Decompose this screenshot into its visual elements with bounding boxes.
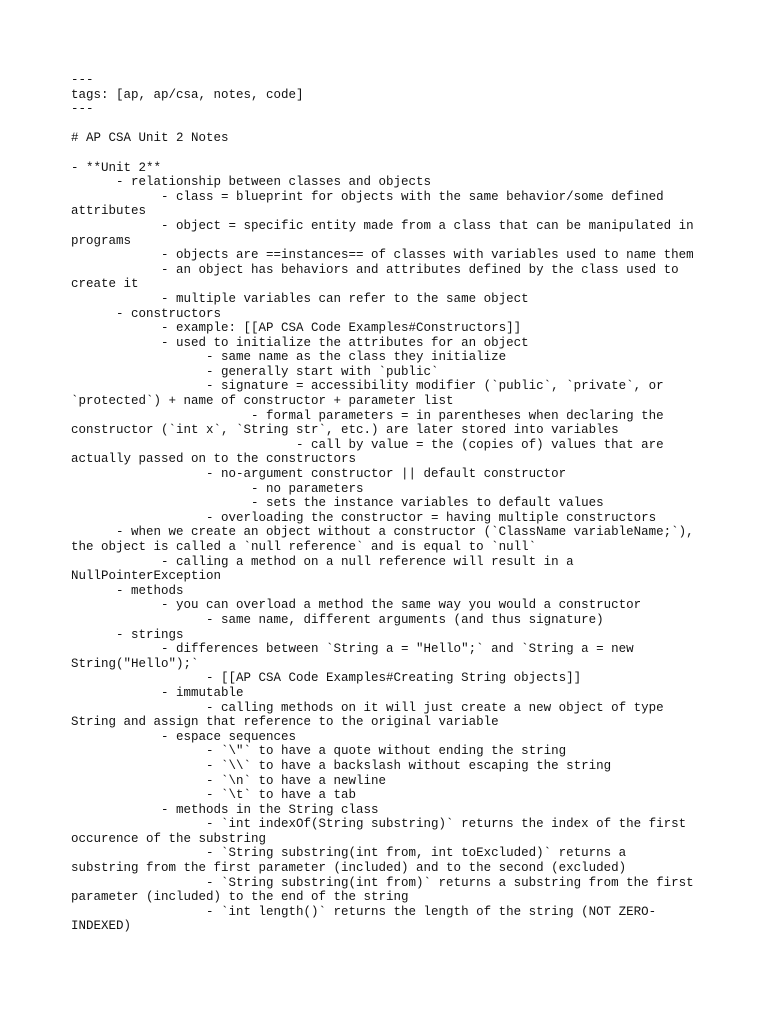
text-line: - immutable: [71, 685, 244, 700]
frontmatter-close: ---: [71, 102, 94, 117]
text-line: - `int indexOf(String substring)` returns the index of the first: [71, 817, 687, 832]
text-line: String("Hello");`: [71, 656, 199, 671]
text-line: - same name as the class they initialize: [71, 350, 507, 365]
frontmatter-open: ---: [71, 73, 94, 87]
text-line: - signature = accessibility modifier (`public`, `private`, or: [71, 379, 664, 394]
text-line: occurence of the substring: [71, 831, 267, 846]
text-line: - constructors: [71, 306, 222, 321]
text-line: - multiple variables can refer to the same object: [71, 291, 529, 306]
text-line: - class = blueprint for objects with the same behavior/some defined: [71, 189, 664, 204]
text-line: - differences between `String a = "Hello";` and `String a = new: [71, 642, 634, 657]
text-line: constructor (`int x`, `String str`, etc.) are later stored into variables: [71, 423, 619, 438]
frontmatter-tags: tags: [ap, ap/csa, notes, code]: [71, 87, 304, 102]
text-line: - **Unit 2**: [71, 160, 162, 175]
blank-line: [71, 117, 711, 132]
document-page: [71, 73, 711, 934]
text-line: - calling methods on it will just create a new object of type: [71, 700, 664, 715]
text-line: - espace sequences: [71, 729, 297, 744]
blank-line: [71, 146, 711, 161]
text-line: - example: [[AP CSA Code Examples#Constructors]]: [71, 321, 522, 336]
text-line: create it: [71, 277, 139, 292]
text-line: INDEXED): [71, 919, 132, 934]
text-line: - strings: [71, 627, 184, 642]
text-line: - objects are ==instances== of classes with variables used to name them: [71, 248, 694, 263]
text-line: - object = specific entity made from a class that can be manipulated in: [71, 218, 694, 233]
text-line: - `\t` to have a tab: [71, 788, 357, 803]
text-line: - overloading the constructor = having multiple constructors: [71, 510, 657, 525]
text-line: - call by value = the (copies of) values that are: [71, 437, 664, 452]
text-line: - calling a method on a null reference will result in a: [71, 554, 574, 569]
text-line: - used to initialize the attributes for an object: [71, 335, 529, 350]
document-heading: # AP CSA Unit 2 Notes: [71, 131, 229, 146]
text-line: - `int length()` returns the length of the string (NOT ZERO-: [71, 904, 657, 919]
text-line: - formal parameters = in parentheses when declaring the: [71, 408, 664, 423]
text-line: - no parameters: [71, 481, 364, 496]
text-line: - `\\` to have a backslash without escaping the string: [71, 758, 612, 773]
text-line: - `\"` to have a quote without ending the string: [71, 744, 567, 759]
text-line: - methods: [71, 583, 184, 598]
text-line: `protected`) + name of constructor + parameter list: [71, 394, 454, 409]
text-line: - methods in the String class: [71, 802, 379, 817]
text-line: - generally start with `public`: [71, 364, 439, 379]
text-line: substring from the first parameter (included) and to the second (excluded): [71, 861, 627, 876]
text-line: - [[AP CSA Code Examples#Creating String objects]]: [71, 671, 582, 686]
text-line: - same name, different arguments (and thus signature): [71, 612, 604, 627]
text-line: attributes: [71, 204, 147, 219]
text-line: - when we create an object without a constructor (`ClassName variableName;`),: [71, 525, 694, 540]
text-line: - an object has behaviors and attributes defined by the class used to: [71, 262, 679, 277]
text-line: - relationship between classes and objects: [71, 175, 432, 190]
text-line: - sets the instance variables to default values: [71, 496, 604, 511]
text-line: actually passed on to the constructors: [71, 452, 357, 467]
text-line: - you can overload a method the same way you would a constructor: [71, 598, 642, 613]
text-line: programs: [71, 233, 132, 248]
text-line: - no-argument constructor || default constructor: [71, 467, 567, 482]
text-line: parameter (included) to the end of the string: [71, 890, 409, 905]
text-line: - `\n` to have a newline: [71, 773, 387, 788]
text-line: the object is called a `null reference` and is equal to `null`: [71, 540, 537, 554]
text-line: - `String substring(int from, int toExcluded)` returns a: [71, 846, 627, 861]
text-line: NullPointerException: [71, 569, 222, 584]
text-line: - `String substring(int from)` returns a substring from the first: [71, 875, 694, 890]
text-line: String and assign that reference to the original variable: [71, 715, 499, 730]
